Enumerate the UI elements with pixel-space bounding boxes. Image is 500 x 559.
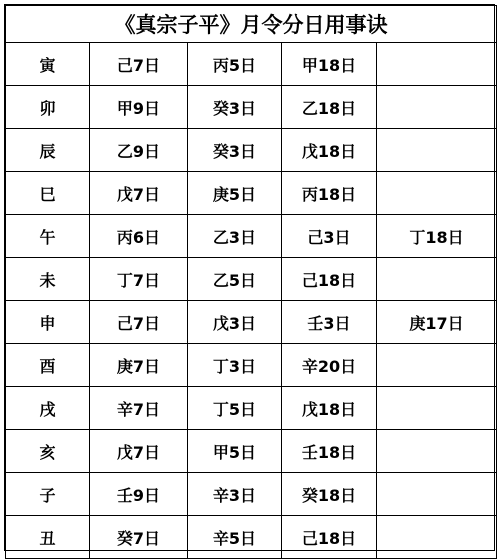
branch-cell: 丑 <box>6 516 90 559</box>
table-row <box>6 172 497 215</box>
stem-days-cell: 乙3日 <box>188 215 282 258</box>
table-row <box>6 215 497 258</box>
stem-days-cell: 辛5日 <box>188 516 282 559</box>
table-row <box>6 387 497 430</box>
stem-days-cell: 甲5日 <box>188 430 282 473</box>
table-row <box>6 516 497 559</box>
stem-days-cell <box>377 258 497 301</box>
stem-days-cell: 辛3日 <box>188 473 282 516</box>
stem-days-cell <box>377 473 497 516</box>
stem-days-cell <box>377 430 497 473</box>
stem-days-cell <box>377 344 497 387</box>
table-row <box>6 129 497 172</box>
stem-days-cell: 戊18日 <box>282 387 377 430</box>
stem-days-cell: 壬9日 <box>90 473 188 516</box>
stem-days-cell: 乙5日 <box>188 258 282 301</box>
stem-days-cell: 己7日 <box>90 43 188 86</box>
stem-days-cell <box>377 129 497 172</box>
stem-days-cell: 癸3日 <box>188 86 282 129</box>
branch-cell: 寅 <box>6 43 90 86</box>
stem-days-cell: 壬3日 <box>282 301 377 344</box>
branch-cell: 亥 <box>6 430 90 473</box>
table-row <box>6 258 497 301</box>
branch-cell: 卯 <box>6 86 90 129</box>
table-row <box>6 86 497 129</box>
stem-days-cell: 丙5日 <box>188 43 282 86</box>
table-row <box>6 344 497 387</box>
monthly-days-table <box>5 5 497 559</box>
stem-days-cell: 丁18日 <box>377 215 497 258</box>
branch-cell: 未 <box>6 258 90 301</box>
stem-days-cell: 己3日 <box>282 215 377 258</box>
stem-days-cell: 戊3日 <box>188 301 282 344</box>
table-row <box>6 43 497 86</box>
stem-days-cell: 辛7日 <box>90 387 188 430</box>
table-frame <box>4 4 495 551</box>
title-row <box>6 6 497 43</box>
stem-days-cell: 癸18日 <box>282 473 377 516</box>
stem-days-cell: 乙18日 <box>282 86 377 129</box>
stem-days-cell: 丙6日 <box>90 215 188 258</box>
stem-days-cell: 甲9日 <box>90 86 188 129</box>
stem-days-cell: 壬18日 <box>282 430 377 473</box>
stem-days-cell: 己7日 <box>90 301 188 344</box>
stem-days-cell: 己18日 <box>282 516 377 559</box>
branch-cell: 午 <box>6 215 90 258</box>
stem-days-cell <box>377 387 497 430</box>
stem-days-cell: 癸3日 <box>188 129 282 172</box>
stem-days-cell: 庚17日 <box>377 301 497 344</box>
table-row <box>6 301 497 344</box>
stem-days-cell: 丁3日 <box>188 344 282 387</box>
table-title: 《真宗子平》月令分日用事诀 <box>6 6 497 43</box>
stem-days-cell: 己18日 <box>282 258 377 301</box>
stem-days-cell: 丁7日 <box>90 258 188 301</box>
stem-days-cell: 戊18日 <box>282 129 377 172</box>
stem-days-cell: 丙18日 <box>282 172 377 215</box>
branch-cell: 巳 <box>6 172 90 215</box>
stem-days-cell: 丁5日 <box>188 387 282 430</box>
table-row <box>6 473 497 516</box>
stem-days-cell <box>377 86 497 129</box>
stem-days-cell: 乙9日 <box>90 129 188 172</box>
stem-days-cell: 庚7日 <box>90 344 188 387</box>
stem-days-cell: 甲18日 <box>282 43 377 86</box>
stem-days-cell: 辛20日 <box>282 344 377 387</box>
branch-cell: 申 <box>6 301 90 344</box>
stem-days-cell: 庚5日 <box>188 172 282 215</box>
stem-days-cell <box>377 43 497 86</box>
branch-cell: 酉 <box>6 344 90 387</box>
branch-cell: 辰 <box>6 129 90 172</box>
branch-cell: 子 <box>6 473 90 516</box>
stem-days-cell: 戊7日 <box>90 430 188 473</box>
stem-days-cell <box>377 172 497 215</box>
stem-days-cell: 戊7日 <box>90 172 188 215</box>
stem-days-cell <box>377 516 497 559</box>
branch-cell: 戌 <box>6 387 90 430</box>
table-row <box>6 430 497 473</box>
stem-days-cell: 癸7日 <box>90 516 188 559</box>
